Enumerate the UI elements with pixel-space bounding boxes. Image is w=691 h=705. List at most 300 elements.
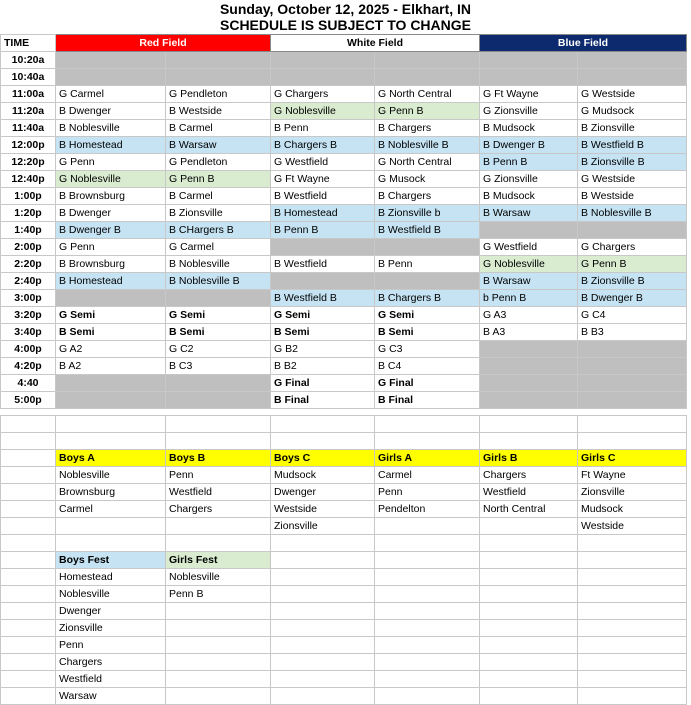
game-cell xyxy=(271,69,375,86)
time-slot: 10:20a xyxy=(1,52,56,69)
schedule-row xyxy=(1,52,687,69)
pool-team: North Central xyxy=(480,501,578,518)
game-cell xyxy=(271,239,375,256)
time-slot: 3:00p xyxy=(1,290,56,307)
empty-cell xyxy=(480,671,578,688)
fest-header: Girls Fest xyxy=(166,552,271,569)
time-slot: 1:00p xyxy=(1,188,56,205)
empty-cell xyxy=(166,637,271,654)
pool-team: Pendelton xyxy=(375,501,480,518)
schedule-row xyxy=(1,188,687,205)
empty-cell xyxy=(578,569,687,586)
game-cell: B Zionsville B xyxy=(578,154,687,171)
game-cell: G Semi xyxy=(166,307,271,324)
game-cell: B Westside xyxy=(578,188,687,205)
empty-cell xyxy=(166,671,271,688)
spacer-row xyxy=(1,535,687,552)
game-cell: G C2 xyxy=(166,341,271,358)
pool-team: Westfield xyxy=(480,484,578,501)
game-cell: B Westfield xyxy=(271,188,375,205)
time-slot: 12:00p xyxy=(1,137,56,154)
game-cell: B Zionsville xyxy=(578,120,687,137)
empty-cell xyxy=(578,416,687,433)
game-cell: G Semi xyxy=(375,307,480,324)
game-cell: G North Central xyxy=(375,86,480,103)
game-cell: B Zionsville xyxy=(166,205,271,222)
empty-cell xyxy=(1,671,56,688)
game-cell: B Westfield xyxy=(271,256,375,273)
schedule-row xyxy=(1,103,687,120)
schedule-row xyxy=(1,324,687,341)
empty-cell xyxy=(1,501,56,518)
game-cell: G Carmel xyxy=(56,86,166,103)
game-cell: B Penn B xyxy=(480,154,578,171)
game-cell xyxy=(271,273,375,290)
pool-header: Boys C xyxy=(271,450,375,467)
empty-cell xyxy=(375,620,480,637)
game-cell: b Penn B xyxy=(480,290,578,307)
time-slot: 2:00p xyxy=(1,239,56,256)
pool-team: Westside xyxy=(271,501,375,518)
pool-team: Zionsville xyxy=(271,518,375,535)
game-cell: B Chargers B xyxy=(271,137,375,154)
game-cell: B C4 xyxy=(375,358,480,375)
pool-team: Mudsock xyxy=(578,501,687,518)
fest-header: Boys Fest xyxy=(56,552,166,569)
game-cell: B Noblesville B xyxy=(166,273,271,290)
time-slot: 12:20p xyxy=(1,154,56,171)
schedule-row xyxy=(1,392,687,409)
game-cell: G Pendleton xyxy=(166,86,271,103)
empty-cell xyxy=(480,535,578,552)
game-cell xyxy=(375,52,480,69)
game-cell: G Ft Wayne xyxy=(271,171,375,188)
empty-cell xyxy=(480,620,578,637)
pool-team: Westside xyxy=(578,518,687,535)
empty-cell xyxy=(480,416,578,433)
empty-cell xyxy=(1,603,56,620)
game-cell: G Semi xyxy=(56,307,166,324)
empty-cell xyxy=(375,654,480,671)
time-slot: 11:40a xyxy=(1,120,56,137)
game-cell: G Semi xyxy=(271,307,375,324)
spacer-row xyxy=(1,416,687,433)
empty-cell xyxy=(578,603,687,620)
empty-cell xyxy=(578,433,687,450)
game-cell: B Semi xyxy=(166,324,271,341)
game-cell: B Semi xyxy=(375,324,480,341)
empty-cell xyxy=(480,637,578,654)
empty-cell xyxy=(271,552,375,569)
fest-team: Noblesville xyxy=(56,586,166,603)
empty-cell xyxy=(166,433,271,450)
game-cell: B Westfield B xyxy=(578,137,687,154)
game-cell xyxy=(480,341,578,358)
pool-header: Girls B xyxy=(480,450,578,467)
empty-cell xyxy=(375,552,480,569)
fest-team: Dwenger xyxy=(56,603,166,620)
game-cell xyxy=(271,52,375,69)
game-cell xyxy=(480,222,578,239)
fest-team: Westfield xyxy=(56,671,166,688)
game-cell: B Chargers B xyxy=(375,290,480,307)
time-slot: 4:00p xyxy=(1,341,56,358)
schedule-row xyxy=(1,290,687,307)
game-cell: B Mudsock xyxy=(480,188,578,205)
game-cell xyxy=(578,52,687,69)
game-cell: B Chargers xyxy=(375,188,480,205)
time-slot: 3:40p xyxy=(1,324,56,341)
pool-header: Girls A xyxy=(375,450,480,467)
game-cell: B Homestead xyxy=(271,205,375,222)
schedule-row xyxy=(1,86,687,103)
time-slot: 2:20p xyxy=(1,256,56,273)
empty-cell xyxy=(480,569,578,586)
schedule-row xyxy=(1,256,687,273)
game-cell: B Dwenger xyxy=(56,205,166,222)
game-cell: G Penn xyxy=(56,154,166,171)
game-cell: G Westside xyxy=(578,171,687,188)
game-cell: B Zionsville B xyxy=(578,273,687,290)
game-cell: B Homestead xyxy=(56,137,166,154)
game-cell: B Dwenger B xyxy=(578,290,687,307)
empty-cell xyxy=(375,433,480,450)
empty-cell xyxy=(56,416,166,433)
game-cell: B Warsaw xyxy=(480,273,578,290)
game-cell xyxy=(166,69,271,86)
fest-team: Penn B xyxy=(166,586,271,603)
empty-cell xyxy=(1,433,56,450)
spacer-row xyxy=(1,433,687,450)
game-cell: B Zionsville b xyxy=(375,205,480,222)
blue-field-header: Blue Field xyxy=(480,35,687,52)
schedule-row xyxy=(1,137,687,154)
fest-row xyxy=(1,603,687,620)
pool-team: Noblesville xyxy=(56,467,166,484)
game-cell xyxy=(166,52,271,69)
game-cell: G Final xyxy=(375,375,480,392)
game-cell: G Chargers xyxy=(271,86,375,103)
game-cell xyxy=(375,273,480,290)
fest-team: Warsaw xyxy=(56,688,166,705)
pool-team: Chargers xyxy=(480,467,578,484)
game-cell: B A2 xyxy=(56,358,166,375)
schedule-row xyxy=(1,358,687,375)
empty-cell xyxy=(1,637,56,654)
empty-cell xyxy=(375,586,480,603)
time-slot: 2:40p xyxy=(1,273,56,290)
game-cell xyxy=(166,375,271,392)
pool-team: Westfield xyxy=(166,484,271,501)
fest-row xyxy=(1,654,687,671)
game-cell: B Dwenger xyxy=(56,103,166,120)
pool-header: Girls C xyxy=(578,450,687,467)
pool-team: Zionsville xyxy=(578,484,687,501)
empty-cell xyxy=(1,484,56,501)
schedule-table xyxy=(0,34,687,409)
game-cell xyxy=(578,341,687,358)
empty-cell xyxy=(271,603,375,620)
empty-cell xyxy=(271,416,375,433)
pool-team: Mudsock xyxy=(271,467,375,484)
game-cell: G Westfield xyxy=(480,239,578,256)
game-cell: B C3 xyxy=(166,358,271,375)
game-cell: B Warsaw xyxy=(480,205,578,222)
game-cell: B Semi xyxy=(271,324,375,341)
schedule-row xyxy=(1,171,687,188)
game-cell: B Final xyxy=(271,392,375,409)
game-cell xyxy=(375,69,480,86)
fest-row xyxy=(1,637,687,654)
game-cell: B Penn xyxy=(271,120,375,137)
schedule-row xyxy=(1,307,687,324)
pool-row xyxy=(1,467,687,484)
game-cell xyxy=(375,239,480,256)
empty-cell xyxy=(578,586,687,603)
game-cell: B Warsaw xyxy=(166,137,271,154)
white-field-header: White Field xyxy=(271,35,480,52)
game-cell: G Zionsville xyxy=(480,171,578,188)
time-slot: 4:20p xyxy=(1,358,56,375)
empty-cell xyxy=(271,433,375,450)
pool-row xyxy=(1,484,687,501)
schedule-row xyxy=(1,205,687,222)
game-cell xyxy=(480,375,578,392)
game-cell: G Mudsock xyxy=(578,103,687,120)
empty-cell xyxy=(480,654,578,671)
game-cell xyxy=(578,392,687,409)
game-cell: B Noblesville xyxy=(56,120,166,137)
fest-row xyxy=(1,552,687,569)
empty-cell xyxy=(1,450,56,467)
game-cell xyxy=(480,52,578,69)
game-cell: G Zionsville xyxy=(480,103,578,120)
teams-table xyxy=(0,415,687,705)
game-cell xyxy=(56,375,166,392)
empty-cell xyxy=(480,433,578,450)
game-cell: B B3 xyxy=(578,324,687,341)
pool-team: Dwenger xyxy=(271,484,375,501)
game-cell: G A2 xyxy=(56,341,166,358)
empty-cell xyxy=(578,671,687,688)
pool-header: Boys A xyxy=(56,450,166,467)
empty-cell xyxy=(166,654,271,671)
game-cell: G Musock xyxy=(375,171,480,188)
time-slot: 11:20a xyxy=(1,103,56,120)
empty-cell xyxy=(375,416,480,433)
time-slot: 12:40p xyxy=(1,171,56,188)
empty-cell xyxy=(375,671,480,688)
game-cell xyxy=(166,392,271,409)
time-slot: 3:20p xyxy=(1,307,56,324)
empty-cell xyxy=(1,569,56,586)
schedule-row xyxy=(1,273,687,290)
empty-cell xyxy=(578,552,687,569)
time-slot: 1:20p xyxy=(1,205,56,222)
empty-cell xyxy=(166,416,271,433)
empty-cell xyxy=(166,603,271,620)
empty-cell xyxy=(1,586,56,603)
empty-cell xyxy=(1,620,56,637)
empty-cell xyxy=(271,671,375,688)
game-cell: B Westfield B xyxy=(271,290,375,307)
game-cell: G Noblesville xyxy=(56,171,166,188)
empty-cell xyxy=(56,535,166,552)
time-slot: 4:40 xyxy=(1,375,56,392)
game-cell: G Noblesville xyxy=(271,103,375,120)
empty-cell xyxy=(166,518,271,535)
empty-cell xyxy=(375,569,480,586)
empty-cell xyxy=(271,535,375,552)
game-cell xyxy=(56,290,166,307)
schedule-row xyxy=(1,69,687,86)
game-cell: G B2 xyxy=(271,341,375,358)
game-cell: B Dwenger B xyxy=(480,137,578,154)
empty-cell xyxy=(375,637,480,654)
game-cell: B A3 xyxy=(480,324,578,341)
schedule-row xyxy=(1,375,687,392)
empty-cell xyxy=(1,535,56,552)
empty-cell xyxy=(1,467,56,484)
page-title: Sunday, October 12, 2025 - Elkhart, IN xyxy=(219,1,472,17)
schedule-row xyxy=(1,239,687,256)
game-cell: G Noblesville xyxy=(480,256,578,273)
pool-team: Carmel xyxy=(56,501,166,518)
empty-cell xyxy=(1,518,56,535)
empty-cell xyxy=(271,586,375,603)
game-cell: G Penn B xyxy=(375,103,480,120)
empty-cell xyxy=(1,654,56,671)
pool-team: Penn xyxy=(166,467,271,484)
fest-team: Penn xyxy=(56,637,166,654)
game-cell xyxy=(56,52,166,69)
pool-row xyxy=(1,518,687,535)
game-cell: B Carmel xyxy=(166,120,271,137)
game-cell: B Brownsburg xyxy=(56,256,166,273)
game-cell: B Penn xyxy=(375,256,480,273)
game-cell: G Westfield xyxy=(271,154,375,171)
time-slot: 10:40a xyxy=(1,69,56,86)
empty-cell xyxy=(578,620,687,637)
time-header: TIME xyxy=(1,35,56,52)
fest-row xyxy=(1,671,687,688)
empty-cell xyxy=(480,552,578,569)
pool-team: Penn xyxy=(375,484,480,501)
game-cell: B Penn B xyxy=(271,222,375,239)
game-cell xyxy=(56,69,166,86)
game-cell: G Penn B xyxy=(578,256,687,273)
pool-team: Ft Wayne xyxy=(578,467,687,484)
game-cell: B Final xyxy=(375,392,480,409)
game-cell xyxy=(56,392,166,409)
page-subtitle: SCHEDULE IS SUBJECT TO CHANGE xyxy=(220,17,471,33)
empty-cell xyxy=(1,416,56,433)
pool-header: Boys B xyxy=(166,450,271,467)
schedule-row xyxy=(1,154,687,171)
game-cell: B Carmel xyxy=(166,188,271,205)
time-slot: 5:00p xyxy=(1,392,56,409)
empty-cell xyxy=(56,433,166,450)
time-slot: 11:00a xyxy=(1,86,56,103)
empty-cell xyxy=(480,586,578,603)
pool-team: Carmel xyxy=(375,467,480,484)
game-cell: B CHargers B xyxy=(166,222,271,239)
game-cell: B Brownsburg xyxy=(56,188,166,205)
empty-cell xyxy=(375,535,480,552)
empty-cell xyxy=(578,637,687,654)
game-cell: B Noblesville B xyxy=(578,205,687,222)
game-cell: B Semi xyxy=(56,324,166,341)
game-cell: G A3 xyxy=(480,307,578,324)
empty-cell xyxy=(56,518,166,535)
game-cell: G Final xyxy=(271,375,375,392)
game-cell: G Ft Wayne xyxy=(480,86,578,103)
empty-cell xyxy=(166,620,271,637)
fest-row xyxy=(1,569,687,586)
empty-cell xyxy=(166,535,271,552)
game-cell: B Noblesville B xyxy=(375,137,480,154)
empty-cell xyxy=(271,620,375,637)
game-cell xyxy=(578,222,687,239)
fest-team: Homestead xyxy=(56,569,166,586)
empty-cell xyxy=(271,637,375,654)
game-cell: G Pendleton xyxy=(166,154,271,171)
empty-cell xyxy=(578,535,687,552)
empty-cell xyxy=(271,654,375,671)
schedule-row xyxy=(1,120,687,137)
empty-cell xyxy=(578,654,687,671)
game-cell xyxy=(578,358,687,375)
empty-cell xyxy=(375,603,480,620)
game-cell: G Carmel xyxy=(166,239,271,256)
game-cell: G C4 xyxy=(578,307,687,324)
game-cell: B Noblesville xyxy=(166,256,271,273)
game-cell xyxy=(578,375,687,392)
game-cell: G Westside xyxy=(578,86,687,103)
fest-team: Chargers xyxy=(56,654,166,671)
game-cell: B Chargers xyxy=(375,120,480,137)
game-cell xyxy=(166,290,271,307)
fest-row xyxy=(1,586,687,603)
game-cell xyxy=(578,69,687,86)
red-field-header: Red Field xyxy=(56,35,271,52)
game-cell: B Westfield B xyxy=(375,222,480,239)
empty-cell xyxy=(271,569,375,586)
empty-cell xyxy=(375,518,480,535)
pool-team: Chargers xyxy=(166,501,271,518)
game-cell: G C3 xyxy=(375,341,480,358)
pool-row xyxy=(1,501,687,518)
empty-cell xyxy=(480,518,578,535)
game-cell: B B2 xyxy=(271,358,375,375)
game-cell: G Penn xyxy=(56,239,166,256)
game-cell: G Penn B xyxy=(166,171,271,188)
schedule-row xyxy=(1,222,687,239)
game-cell: B Mudsock xyxy=(480,120,578,137)
schedule-row xyxy=(1,341,687,358)
pool-row xyxy=(1,450,687,467)
empty-cell xyxy=(1,552,56,569)
time-slot: 1:40p xyxy=(1,222,56,239)
fest-row xyxy=(1,620,687,637)
game-cell xyxy=(480,358,578,375)
game-cell: B Dwenger B xyxy=(56,222,166,239)
game-cell xyxy=(480,69,578,86)
game-cell xyxy=(480,392,578,409)
fest-team: Noblesville xyxy=(166,569,271,586)
game-cell: G North Central xyxy=(375,154,480,171)
game-cell: B Homestead xyxy=(56,273,166,290)
